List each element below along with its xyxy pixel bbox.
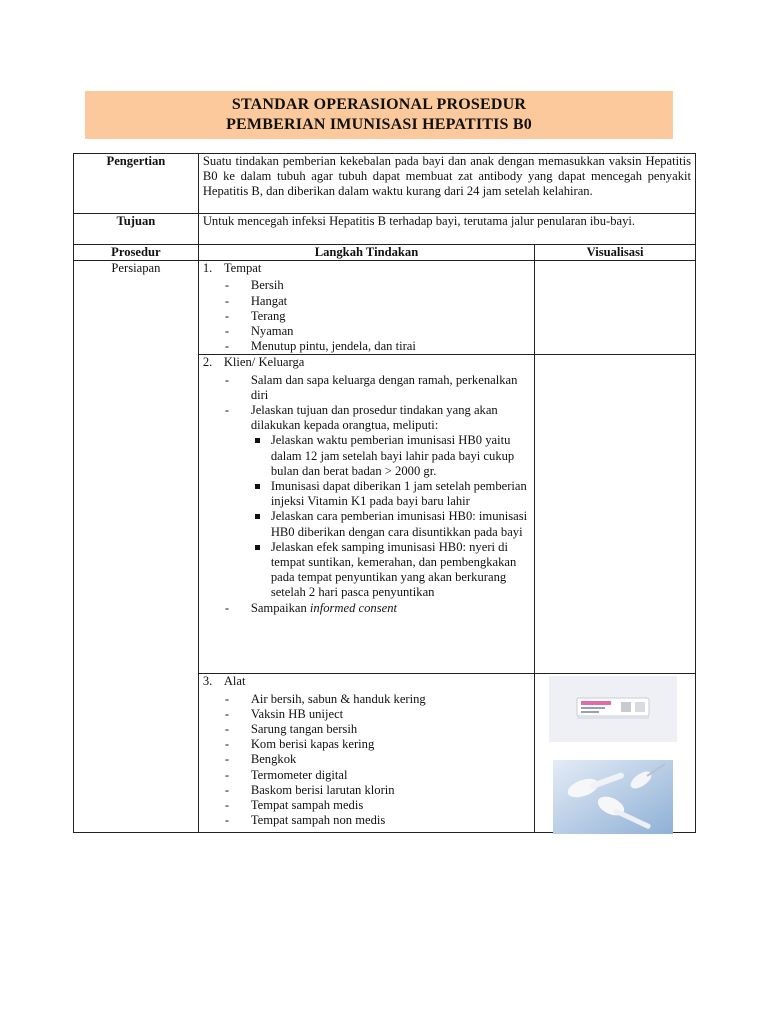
- klien-list: [203, 373, 530, 616]
- document-title-box: [85, 91, 673, 139]
- uniject-package-image: [549, 676, 677, 742]
- step-number: 2.: [202, 355, 213, 370]
- list-item: - Air bersih, sabun & handuk kering: [225, 692, 530, 707]
- list-item: - Baskom berisi larutan klorin: [225, 783, 530, 798]
- header-langkah: Langkah Tindakan: [198, 245, 534, 261]
- sub-list-item: Imunisasi dapat diberikan 1 jam setelah pemberian injeksi Vitamin K1 pada bayi baru lahir: [251, 479, 530, 509]
- step-klien: [198, 355, 534, 674]
- header-prosedur: Prosedur: [74, 245, 199, 261]
- list-item: - Tempat sampah non medis: [225, 813, 530, 828]
- visual-cell-klien: [535, 355, 696, 674]
- step-tempat: [198, 261, 534, 355]
- list-item: - Nyaman: [225, 324, 530, 339]
- list-item: - Tempat sampah medis: [225, 798, 530, 813]
- list-item: - Termometer digital: [225, 768, 530, 783]
- row-step-tempat: [74, 261, 696, 355]
- sub-list-item: Jelaskan efek samping imunisasi HB0: nyeri di tempat suntikan, kemerahan, dan pembengkakan pada tempat penyuntikan yang akan berkurang setelah 2 hari pasca penyuntikan: [251, 540, 530, 601]
- list-item: [225, 601, 530, 616]
- tempat-list: [203, 278, 530, 354]
- sub-list: [251, 433, 530, 600]
- consent-italic: informed consent: [309, 600, 398, 615]
- list-item-text: Jelaskan tujuan dan prosedur tindakan yang akan dilakukan kepada orangtua, meliputi:: [250, 403, 498, 433]
- list-item: - Salam dan sapa keluarga dengan ramah, perkenalkan diri: [225, 373, 530, 403]
- visual-cell-tempat: [535, 261, 696, 355]
- tujuan-label: Tujuan: [74, 214, 199, 245]
- step-title: Klien/ Keluarga: [223, 355, 305, 370]
- sub-list-item: Jelaskan waktu pemberian imunisasi HB0 yaitu dalam 12 jam setelah bayi lahir pada bayi cukup bulan dan berat badan > 2000 gr.: [251, 433, 530, 479]
- title-line-1: STANDAR OPERASIONAL PROSEDUR: [231, 96, 527, 113]
- title-line-2: PEMBERIAN IMUNISASI HEPATITIS B0: [226, 116, 532, 133]
- list-item: - Terang: [225, 309, 530, 324]
- list-item: - Bersih: [225, 278, 530, 293]
- step-number: 3.: [202, 674, 213, 689]
- step-alat: [198, 674, 534, 833]
- step-title: Alat: [223, 674, 246, 689]
- list-item: - Vaksin HB uniject: [225, 707, 530, 722]
- alat-list: [203, 692, 530, 829]
- header-visualisasi: Visualisasi: [535, 245, 696, 261]
- uniject-package-drawing: [549, 676, 677, 742]
- tujuan-text: Untuk mencegah infeksi Hepatitis B terhadap bayi, terutama jalur penularan ibu-bayi.: [198, 214, 695, 245]
- list-item: - Kom berisi kapas kering: [225, 737, 530, 752]
- step-number: 1.: [202, 261, 213, 276]
- consent-prefix: Sampaikan: [250, 600, 310, 615]
- list-item: - Sarung tangan bersih: [225, 722, 530, 737]
- row-tujuan: [74, 214, 696, 245]
- pengertian-text: Suatu tindakan pemberian kekebalan pada bayi dan anak dengan memasukkan vaksin Hepatitis B0 ke dalam tubuh agar tubuh dapat membuat zat antibody yang dapat mencegah penyakit Hepatitis B, dan diberikan dalam waktu kurang dari 24 jam setelah kelahiran.: [198, 154, 695, 214]
- sop-table: [73, 153, 696, 833]
- row-headers: [74, 245, 696, 261]
- persiapan-label: Persiapan: [74, 261, 199, 833]
- row-pengertian: [74, 154, 696, 214]
- list-item: - Bengkok: [225, 752, 530, 767]
- pengertian-label: Pengertian: [74, 154, 199, 214]
- list-item: - Menutup pintu, jendela, dan tirai: [225, 339, 530, 354]
- list-item: - Hangat: [225, 294, 530, 309]
- sub-list-item: Jelaskan cara pemberian imunisasi HB0: imunisasi HB0 diberikan dengan cara disuntikkan pada bayi: [251, 509, 530, 539]
- visual-cell-alat: [535, 674, 696, 833]
- list-item: [225, 403, 530, 601]
- uniject-syringe-image: [553, 760, 673, 834]
- uniject-syringe-drawing: [553, 760, 673, 834]
- step-title: Tempat: [223, 261, 262, 276]
